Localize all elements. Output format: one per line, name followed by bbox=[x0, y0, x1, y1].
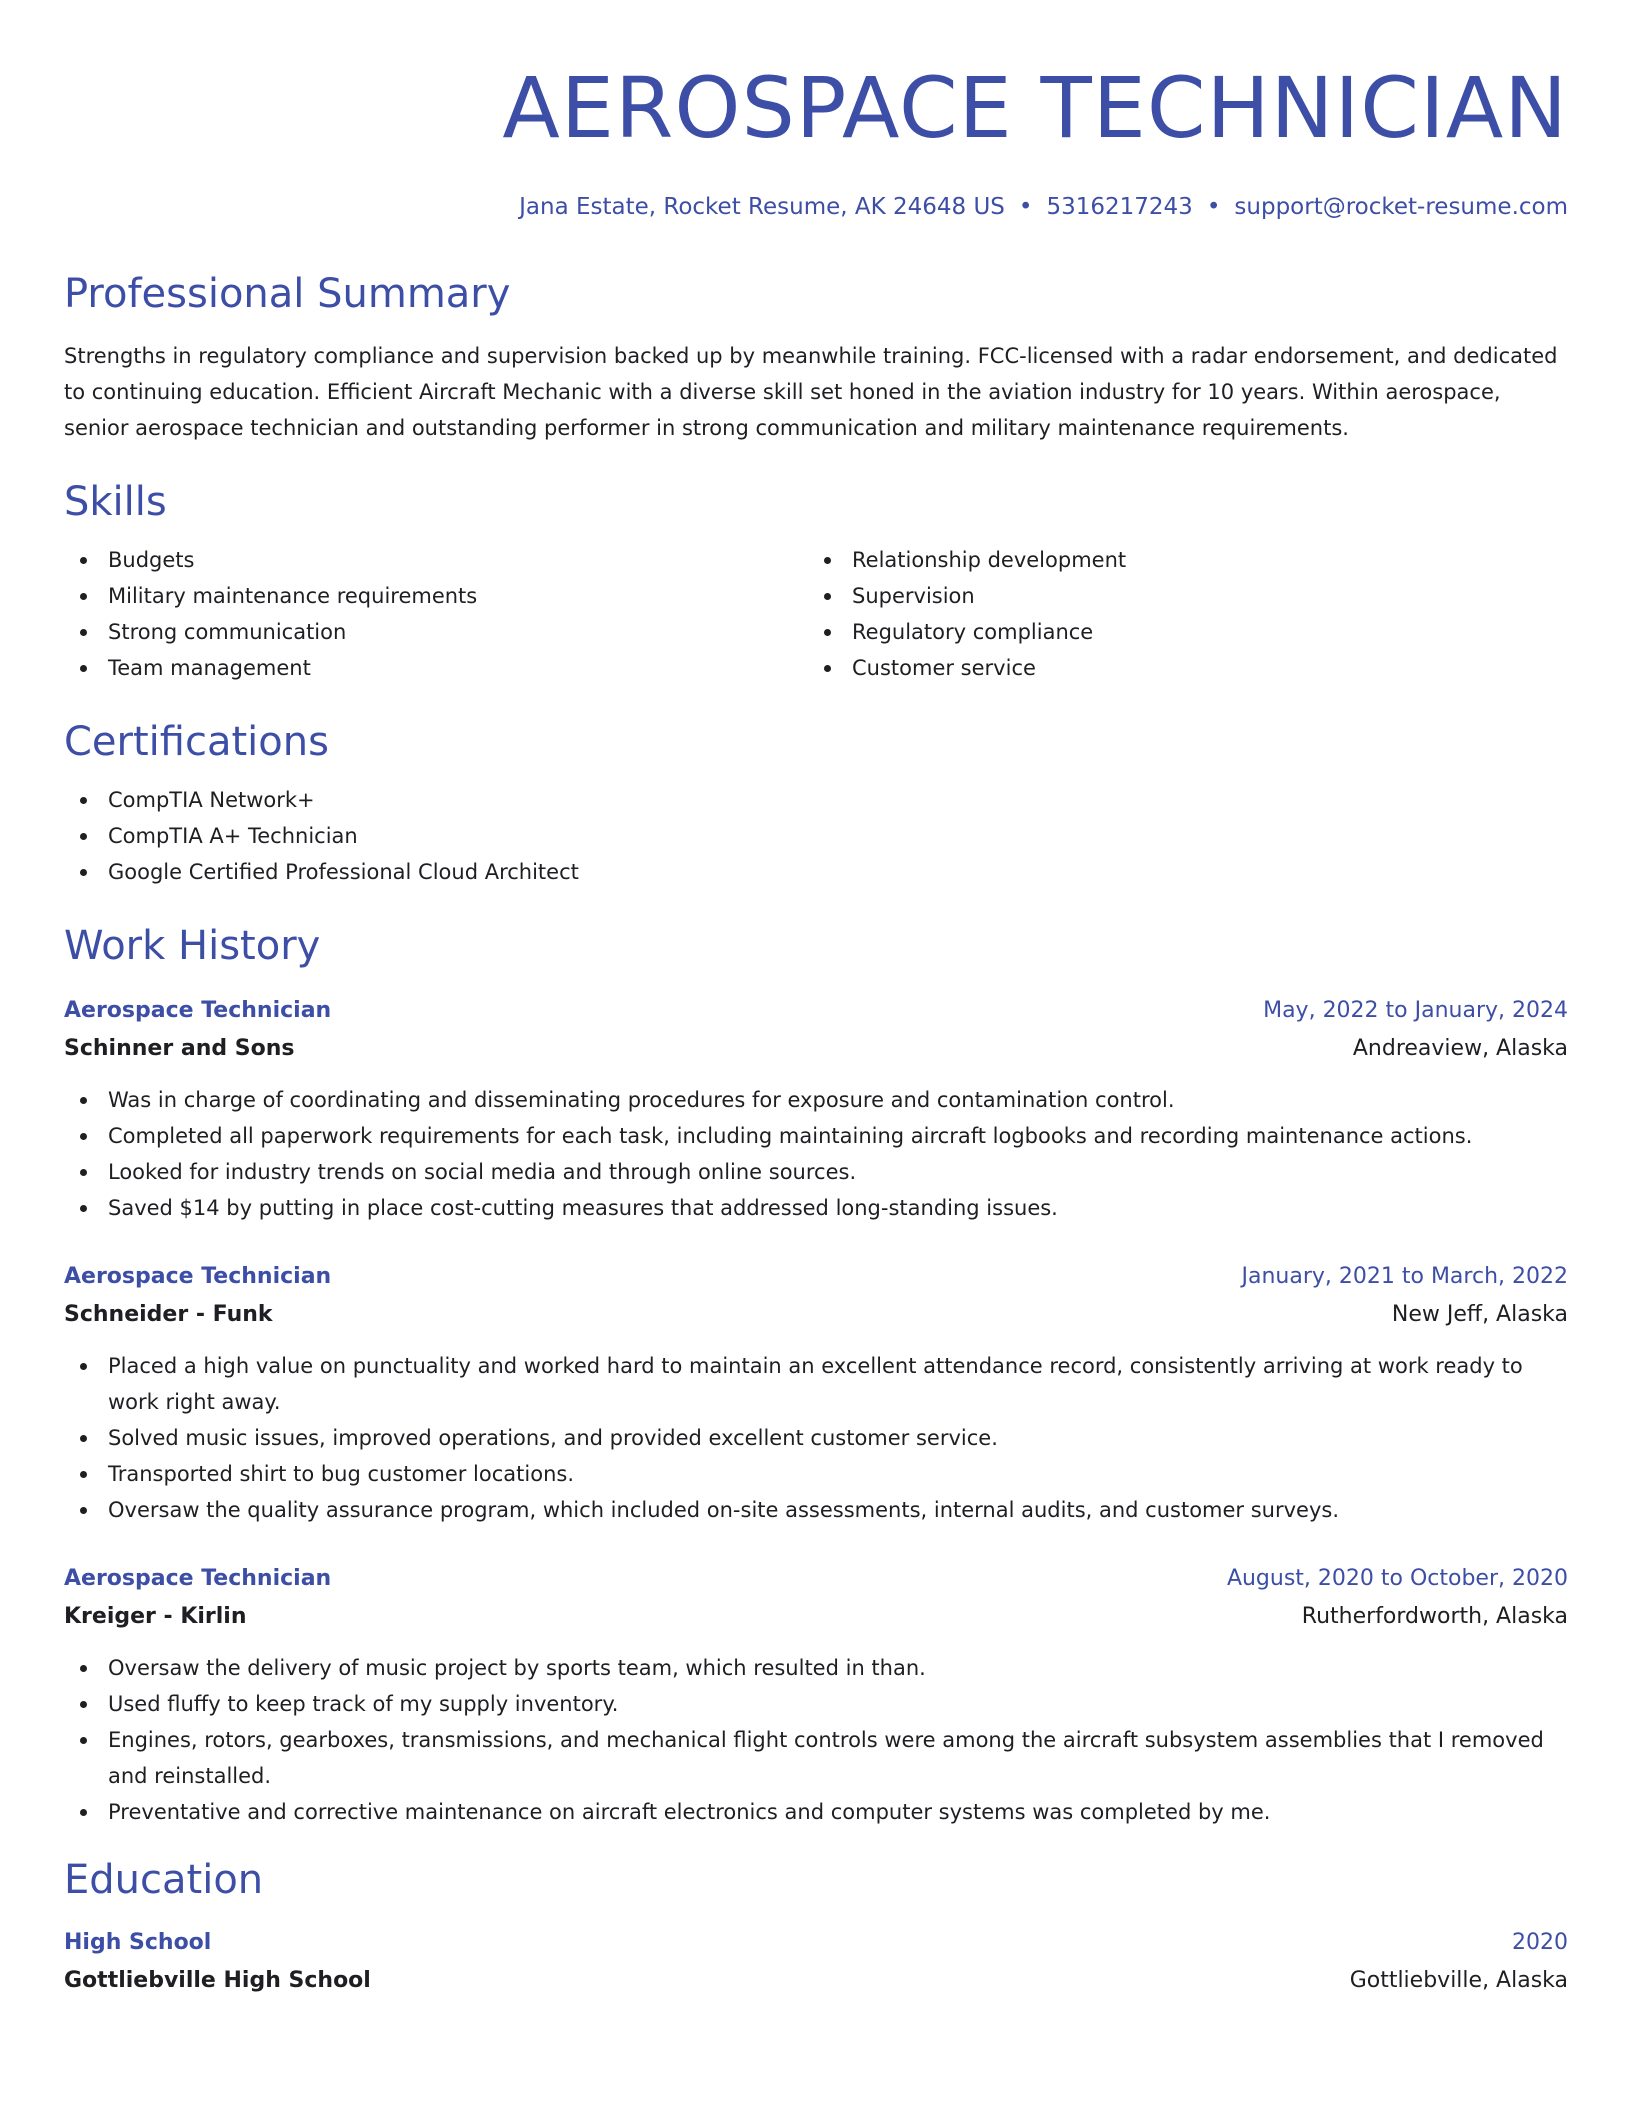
job-dates: August, 2020 to October, 2020 bbox=[1226, 1566, 1568, 1591]
job-bullet: Transported shirt to bug customer locations. bbox=[64, 1456, 1568, 1492]
job-bullet: Oversaw the delivery of music project by sports team, which resulted in than. bbox=[64, 1650, 1568, 1686]
resume-name: AEROSPACE TECHNICIAN bbox=[502, 59, 1568, 157]
contact-line bbox=[64, 192, 1568, 222]
education-entry bbox=[64, 1924, 1568, 2000]
certification-item: CompTIA Network+ bbox=[64, 782, 1568, 818]
contact-address: Jana Estate, Rocket Resume, AK 24648 US bbox=[519, 194, 1005, 220]
skill-item: Team management bbox=[64, 650, 816, 686]
job-entry bbox=[64, 992, 1568, 1226]
job-dates: January, 2021 to March, 2022 bbox=[1241, 1264, 1568, 1289]
education-degree: High School bbox=[64, 1930, 212, 1955]
job-bullet: Was in charge of coordinating and disseminating procedures for exposure and contamination control. bbox=[64, 1082, 1568, 1118]
work-history-heading: Work History bbox=[64, 923, 321, 969]
job-bullet: Engines, rotors, gearboxes, transmissions, and mechanical flight controls were among the aircraft subsystem assemblies that I removed and reinstalled. bbox=[64, 1722, 1568, 1794]
skill-item: Military maintenance requirements bbox=[64, 578, 816, 614]
education-year: 2020 bbox=[1512, 1930, 1568, 1955]
job-bullet: Saved $14 by putting in place cost-cutting measures that addressed long-standing issues. bbox=[64, 1190, 1568, 1226]
contact-separator: • bbox=[1206, 194, 1221, 220]
job-bullets bbox=[64, 1082, 1568, 1226]
contact-email[interactable]: support@rocket-resume.com bbox=[1234, 194, 1568, 220]
skills-column-left bbox=[64, 542, 816, 686]
job-title: Aerospace Technician bbox=[64, 1264, 332, 1289]
job-bullet: Looked for industry trends on social media and through online sources. bbox=[64, 1154, 1568, 1190]
skills-list bbox=[64, 542, 1568, 686]
education-header-row bbox=[64, 1924, 1568, 1962]
job-title: Aerospace Technician bbox=[64, 1566, 332, 1591]
skills-column-right bbox=[816, 542, 1568, 686]
skill-item: Relationship development bbox=[816, 542, 1568, 578]
job-header-row bbox=[64, 1258, 1568, 1296]
education-school-row bbox=[64, 1962, 1568, 2000]
skill-item: Customer service bbox=[816, 650, 1568, 686]
certifications-heading: Certifications bbox=[64, 719, 329, 765]
education-school: Gottliebville High School bbox=[64, 1968, 371, 1993]
skill-item: Strong communication bbox=[64, 614, 816, 650]
education-location: Gottliebville, Alaska bbox=[1349, 1968, 1568, 1993]
job-location: Rutherfordworth, Alaska bbox=[1301, 1604, 1568, 1629]
job-company: Schinner and Sons bbox=[64, 1036, 295, 1061]
contact-separator: • bbox=[1018, 194, 1033, 220]
job-bullets bbox=[64, 1650, 1568, 1830]
certification-item: CompTIA A+ Technician bbox=[64, 818, 1568, 854]
job-company: Kreiger - Kirlin bbox=[64, 1604, 247, 1629]
job-entry bbox=[64, 1258, 1568, 1528]
summary-heading: Professional Summary bbox=[64, 271, 511, 317]
contact-phone: 5316217243 bbox=[1046, 194, 1193, 220]
job-company-row bbox=[64, 1598, 1568, 1636]
job-company-row bbox=[64, 1030, 1568, 1068]
job-location: New Jeff, Alaska bbox=[1391, 1302, 1568, 1327]
education-heading: Education bbox=[64, 1857, 264, 1903]
job-location: Andreaview, Alaska bbox=[1352, 1036, 1568, 1061]
job-header-row bbox=[64, 992, 1568, 1030]
job-bullet: Preventative and corrective maintenance on aircraft electronics and computer systems was completed by me. bbox=[64, 1794, 1568, 1830]
job-bullet: Placed a high value on punctuality and worked hard to maintain an excellent attendance record, consistently arriving at work ready to work right away. bbox=[64, 1348, 1568, 1420]
skill-item: Supervision bbox=[816, 578, 1568, 614]
job-bullet: Solved music issues, improved operations, and provided excellent customer service. bbox=[64, 1420, 1568, 1456]
skills-heading: Skills bbox=[64, 479, 167, 525]
job-title: Aerospace Technician bbox=[64, 998, 332, 1023]
job-bullet: Oversaw the quality assurance program, which included on-site assessments, internal audits, and customer surveys. bbox=[64, 1492, 1568, 1528]
skill-item: Budgets bbox=[64, 542, 816, 578]
resume-header bbox=[64, 60, 1568, 222]
job-company-row bbox=[64, 1296, 1568, 1334]
job-bullet: Completed all paperwork requirements for each task, including maintaining aircraft logbooks and recording maintenance actions. bbox=[64, 1118, 1568, 1154]
job-bullets bbox=[64, 1348, 1568, 1528]
skill-item: Regulatory compliance bbox=[816, 614, 1568, 650]
job-entry bbox=[64, 1560, 1568, 1830]
certification-item: Google Certified Professional Cloud Architect bbox=[64, 854, 1568, 890]
job-company: Schneider - Funk bbox=[64, 1302, 273, 1327]
job-bullet: Used fluffy to keep track of my supply inventory. bbox=[64, 1686, 1568, 1722]
certifications-list bbox=[64, 782, 1568, 890]
summary-text: Strengths in regulatory compliance and supervision backed up by meanwhile training. FCC-licensed with a radar endorsement, and dedicated to continuing education. Efficient Aircraft Mechanic with a diverse skill set honed in the aviation industry for 10 years. Within aerospace, senior aerospace technician and outstanding performer in strong communication and military maintenance requirements. bbox=[64, 344, 1558, 440]
job-dates: May, 2022 to January, 2024 bbox=[1263, 998, 1568, 1023]
job-header-row bbox=[64, 1560, 1568, 1598]
